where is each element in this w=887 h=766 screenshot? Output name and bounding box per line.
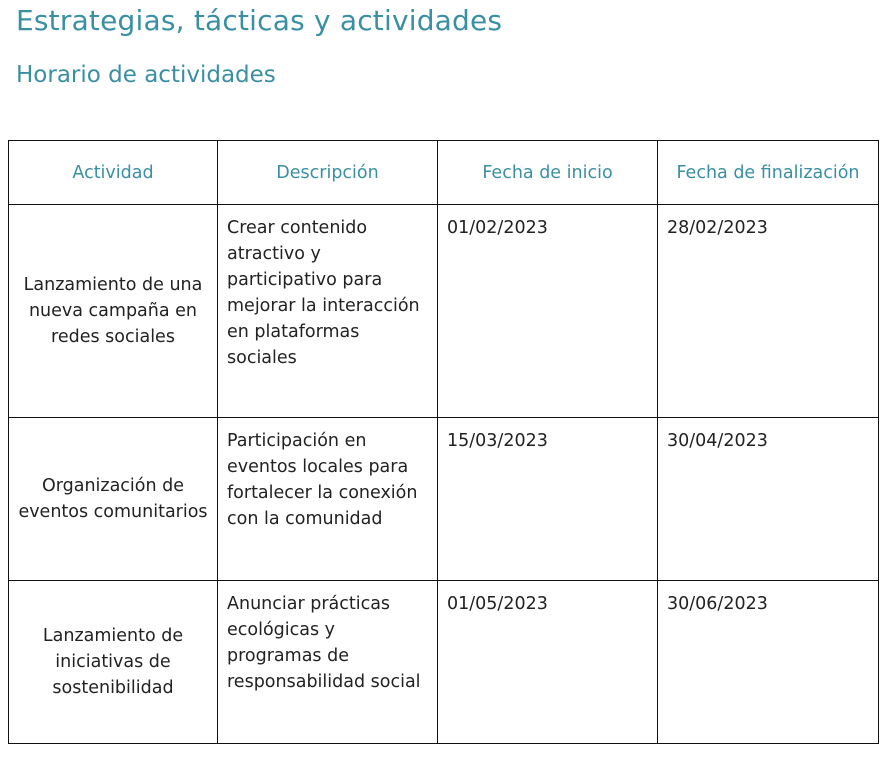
cell-descripcion: Anunciar prácticas ecológicas y programas de responsabilidad social	[218, 581, 438, 744]
cell-descripcion: Participación en eventos locales para fortalecer la conexión con la comunidad	[218, 418, 438, 581]
activities-table	[8, 140, 879, 744]
header-fecha-fin: Fecha de finalización	[658, 141, 879, 205]
cell-fecha-fin: 28/02/2023	[658, 205, 879, 418]
table-row	[9, 205, 879, 418]
section-subtitle: Horario de actividades	[16, 62, 276, 88]
cell-fecha-inicio: 01/02/2023	[438, 205, 658, 418]
header-descripcion: Descripción	[218, 141, 438, 205]
cell-fecha-inicio: 15/03/2023	[438, 418, 658, 581]
table-row	[9, 581, 879, 744]
header-fecha-inicio: Fecha de inicio	[438, 141, 658, 205]
cell-actividad: Organización de eventos comunitarios	[9, 418, 218, 581]
cell-fecha-inicio: 01/05/2023	[438, 581, 658, 744]
cell-fecha-fin: 30/04/2023	[658, 418, 879, 581]
table-header-row	[9, 141, 879, 205]
table-row	[9, 418, 879, 581]
page-title: Estrategias, tácticas y actividades	[16, 4, 503, 37]
cell-fecha-fin: 30/06/2023	[658, 581, 879, 744]
cell-actividad: Lanzamiento de una nueva campaña en redes sociales	[9, 205, 218, 418]
header-actividad: Actividad	[9, 141, 218, 205]
cell-descripcion: Crear contenido atractivo y participativo para mejorar la interacción en plataformas sociales	[218, 205, 438, 418]
cell-actividad: Lanzamiento de iniciativas de sostenibilidad	[9, 581, 218, 744]
